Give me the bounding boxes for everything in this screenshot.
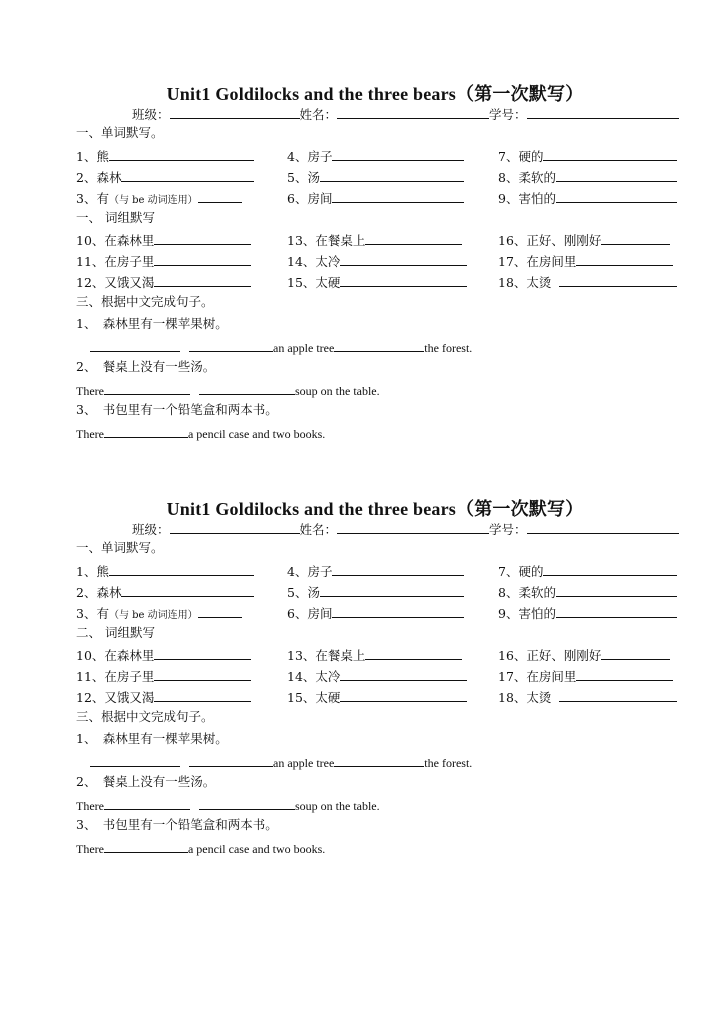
answer-blank[interactable] [198, 605, 242, 618]
answer-blank[interactable] [104, 425, 188, 438]
sentence-2-chinese: 2、 餐桌上没有一些汤。 [76, 774, 216, 789]
worksheet-title: Unit1 Goldilocks and the three bears（第一次默写） [166, 84, 584, 104]
word-item-6: 6、房间 [287, 605, 464, 621]
word-item-4: 4、房子 [287, 563, 464, 579]
sentence-3-chinese: 3、 书包里有一个铅笔盒和两本书。 [76, 817, 278, 832]
word-item-6: 6、房间 [287, 190, 464, 206]
answer-blank[interactable] [543, 148, 677, 161]
sentence-1-chinese: 1、 森林里有一棵苹果树。 [76, 731, 228, 746]
sentence-2-english: There soup on the table. [76, 799, 380, 813]
answer-blank[interactable] [559, 689, 677, 702]
answer-blank[interactable] [556, 169, 677, 182]
word-item-5: 5、汤 [287, 169, 464, 185]
phrase-item-17: 17、在房间里 [498, 253, 673, 269]
answer-blank[interactable] [189, 754, 273, 767]
answer-blank[interactable] [154, 253, 251, 266]
answer-blank[interactable] [332, 563, 464, 576]
phrase-item-15: 15、太硬 [287, 274, 467, 290]
answer-blank[interactable] [340, 274, 467, 287]
id-field[interactable] [527, 521, 679, 534]
answer-blank[interactable] [189, 339, 273, 352]
class-field[interactable] [170, 521, 300, 534]
id-field[interactable] [527, 106, 679, 119]
word-item-1: 1、熊 [76, 563, 254, 579]
answer-blank[interactable] [198, 190, 242, 203]
phrase-item-11: 11、在房子里 [76, 253, 251, 269]
name-label: 姓名： [299, 522, 338, 537]
sentence-2-english: There soup on the table. [76, 384, 380, 398]
phrase-item-18: 18、太烫 [498, 689, 677, 705]
sentence-3-english: There a pencil case and two books. [76, 842, 326, 856]
word-item-9: 9、害怕的 [498, 605, 677, 621]
answer-blank[interactable] [576, 253, 673, 266]
answer-blank[interactable] [109, 563, 254, 576]
word-item-2: 2、森林 [76, 584, 254, 600]
phrase-item-16: 16、正好、刚刚好 [498, 232, 670, 248]
section-heading-sentences: 三、根据中文完成句子。 [76, 709, 214, 724]
section-heading-phrases: 二、 词组默写 [76, 625, 155, 640]
answer-blank[interactable] [332, 605, 464, 618]
phrase-item-13: 13、在餐桌上 [287, 647, 462, 663]
answer-blank[interactable] [199, 382, 295, 395]
answer-blank[interactable] [334, 339, 424, 352]
answer-blank[interactable] [556, 605, 677, 618]
phrase-item-17: 17、在房间里 [498, 668, 673, 684]
word-item-3: 3、有（与 be 动词连用） [76, 605, 242, 623]
answer-blank[interactable] [320, 584, 464, 597]
answer-blank[interactable] [121, 584, 254, 597]
word-item-1: 1、熊 [76, 148, 254, 164]
answer-blank[interactable] [154, 689, 251, 702]
phrase-item-12: 12、又饿又渴 [76, 274, 251, 290]
answer-blank[interactable] [104, 382, 190, 395]
phrase-item-14: 14、太冷 [287, 253, 467, 269]
answer-blank[interactable] [556, 584, 677, 597]
answer-blank[interactable] [340, 668, 467, 681]
answer-blank[interactable] [154, 274, 251, 287]
answer-blank[interactable] [154, 232, 251, 245]
answer-blank[interactable] [90, 754, 180, 767]
answer-blank[interactable] [340, 253, 467, 266]
answer-blank[interactable] [109, 148, 254, 161]
phrase-item-18: 18、太烫 [498, 274, 677, 290]
section-heading-words: 一、单词默写。 [76, 540, 164, 555]
answer-blank[interactable] [543, 563, 677, 576]
sentence-1-english: an apple tree the forest. [90, 339, 472, 355]
class-label: 班级： [132, 107, 170, 122]
answer-blank[interactable] [320, 169, 464, 182]
answer-blank[interactable] [340, 689, 467, 702]
sentence-1-chinese: 1、 森林里有一棵苹果树。 [76, 316, 228, 331]
word-item-8: 8、柔软的 [498, 169, 677, 185]
word-item-7: 7、硬的 [498, 148, 677, 164]
answer-blank[interactable] [154, 668, 251, 681]
answer-blank[interactable] [104, 840, 188, 853]
word-item-3: 3、有（与 be 动词连用） [76, 190, 242, 208]
sentence-3-chinese: 3、 书包里有一个铅笔盒和两本书。 [76, 402, 278, 417]
answer-blank[interactable] [154, 647, 251, 660]
student-info-row [132, 106, 679, 122]
answer-blank[interactable] [601, 647, 670, 660]
phrase-item-10: 10、在森林里 [76, 232, 251, 248]
word-item-9: 9、害怕的 [498, 190, 677, 206]
word-item-4: 4、房子 [287, 148, 464, 164]
name-field[interactable] [337, 521, 489, 534]
word-item-2: 2、森林 [76, 169, 254, 185]
section-heading-phrases: 一、 词组默写 [76, 210, 155, 225]
word-item-8: 8、柔软的 [498, 584, 677, 600]
phrase-item-13: 13、在餐桌上 [287, 232, 462, 248]
id-label: 学号： [489, 107, 527, 122]
class-label: 班级： [132, 522, 170, 537]
phrase-item-12: 12、又饿又渴 [76, 689, 251, 705]
phrase-item-16: 16、正好、刚刚好 [498, 647, 670, 663]
name-field[interactable] [337, 106, 489, 119]
answer-blank[interactable] [334, 754, 424, 767]
answer-blank[interactable] [559, 274, 677, 287]
worksheet-title: Unit1 Goldilocks and the three bears（第一次默写） [166, 499, 584, 519]
answer-blank[interactable] [199, 797, 295, 810]
student-info-row [132, 521, 679, 537]
answer-blank[interactable] [365, 232, 462, 245]
section-heading-sentences: 三、根据中文完成句子。 [76, 294, 214, 309]
phrase-item-14: 14、太冷 [287, 668, 467, 684]
word-item-5: 5、汤 [287, 584, 464, 600]
sentence-3-english: There a pencil case and two books. [76, 427, 326, 441]
answer-blank[interactable] [332, 190, 464, 203]
answer-blank[interactable] [104, 797, 190, 810]
answer-blank[interactable] [121, 169, 254, 182]
answer-blank[interactable] [576, 668, 673, 681]
answer-blank[interactable] [601, 232, 670, 245]
class-field[interactable] [170, 106, 300, 119]
answer-blank[interactable] [90, 339, 180, 352]
sentence-1-english: an apple tree the forest. [90, 754, 472, 770]
word-item-7: 7、硬的 [498, 563, 677, 579]
phrase-item-10: 10、在森林里 [76, 647, 251, 663]
answer-blank[interactable] [332, 148, 464, 161]
phrase-item-15: 15、太硬 [287, 689, 467, 705]
answer-blank[interactable] [556, 190, 677, 203]
phrase-item-11: 11、在房子里 [76, 668, 251, 684]
name-label: 姓名： [299, 107, 338, 122]
id-label: 学号： [489, 522, 527, 537]
sentence-2-chinese: 2、 餐桌上没有一些汤。 [76, 359, 216, 374]
section-heading-words: 一、单词默写。 [76, 125, 164, 140]
answer-blank[interactable] [365, 647, 462, 660]
